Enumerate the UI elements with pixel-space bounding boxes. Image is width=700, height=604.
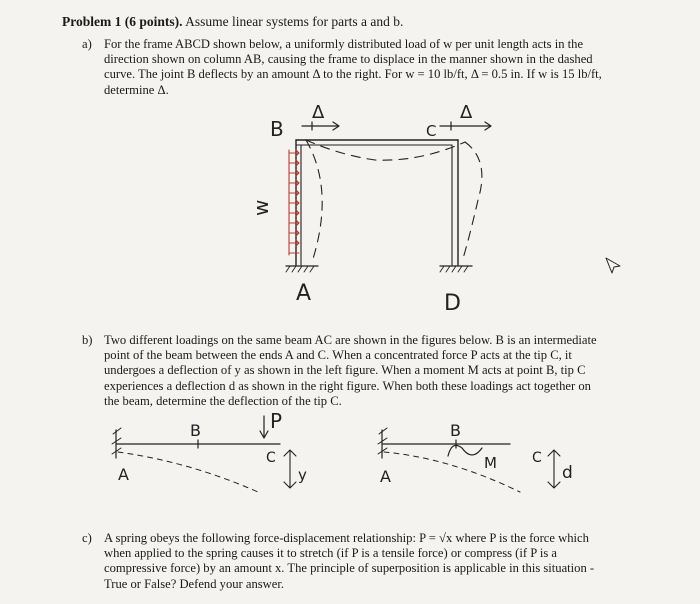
left-beam-label-b: B [190, 421, 201, 440]
right-beam-label-c: C [532, 450, 542, 466]
frame-delta-c: Δ [460, 102, 473, 123]
left-beam-label-y: y [298, 466, 307, 484]
part-c-line: A spring obeys the following force-displacement relationship: P = √x where P is the force which [104, 531, 589, 545]
right-beam-label-a: A [380, 467, 391, 486]
frame-label-b: B [270, 117, 284, 141]
part-b-label: b) [82, 333, 93, 347]
part-a-label: a) [82, 37, 92, 51]
part-b-line: Two different loadings on the same beam AC are shown in the figures below. B is an intermediate [104, 333, 597, 347]
frame-label-d: D [444, 291, 461, 316]
distributed-load-arrows [289, 150, 299, 255]
part-a-line: determine Δ. [104, 82, 169, 97]
frame-label-c: C [426, 122, 437, 140]
problem-title-rest: Assume linear systems for parts a and b. [182, 14, 404, 29]
part-b-line: undergoes a deflection of y as shown in the left figure. When a moment M acts at point B, tip C [104, 363, 586, 378]
part-b-line: the beam, determine the deflection of the tip C. [104, 393, 342, 408]
part-a-line: direction shown on column AB, causing the frame to displace in the manner shown in the dashed [104, 52, 593, 67]
right-beam-label-m: M [484, 454, 497, 472]
left-beam-label-p: P [270, 409, 283, 433]
frame-delta-b: Δ [312, 102, 325, 123]
right-beam-label-d: d [562, 463, 573, 483]
part-a-line: curve. The joint B deflects by an amount Δ to the right. For w = 10 lb/ft, Δ = 0.5 in. If w is 15 lb/ft, [104, 67, 602, 82]
part-c-label: c) [82, 531, 92, 545]
left-beam-label-a: A [118, 465, 129, 484]
frame-label-w: w [249, 199, 273, 216]
frame-abcd-diagram [286, 122, 620, 273]
left-beam-label-c: C [266, 450, 276, 466]
problem-title-bold: Problem 1 (6 points). [62, 14, 183, 29]
frame-label-a: A [296, 281, 312, 306]
part-c-line: when applied to the spring causes it to stretch (if P is a tensile force) or compress (if P is a [104, 546, 558, 561]
part-b-line: experiences a deflection d as shown in the right figure. When both these loadings act together on [104, 378, 591, 393]
part-c-line: compressive force) by an amount x. The principle of superposition is applicable in this situation - [104, 561, 595, 576]
part-c-line: True or False? Defend your answer. [104, 576, 285, 591]
part-a-line: For the frame ABCD shown below, a uniformly distributed load of w per unit length acts in the [104, 37, 584, 51]
part-b-line: point of the beam between the ends A and C. When a concentrated force P acts at the tip C, it [104, 348, 572, 363]
right-beam-label-b: B [450, 421, 461, 440]
